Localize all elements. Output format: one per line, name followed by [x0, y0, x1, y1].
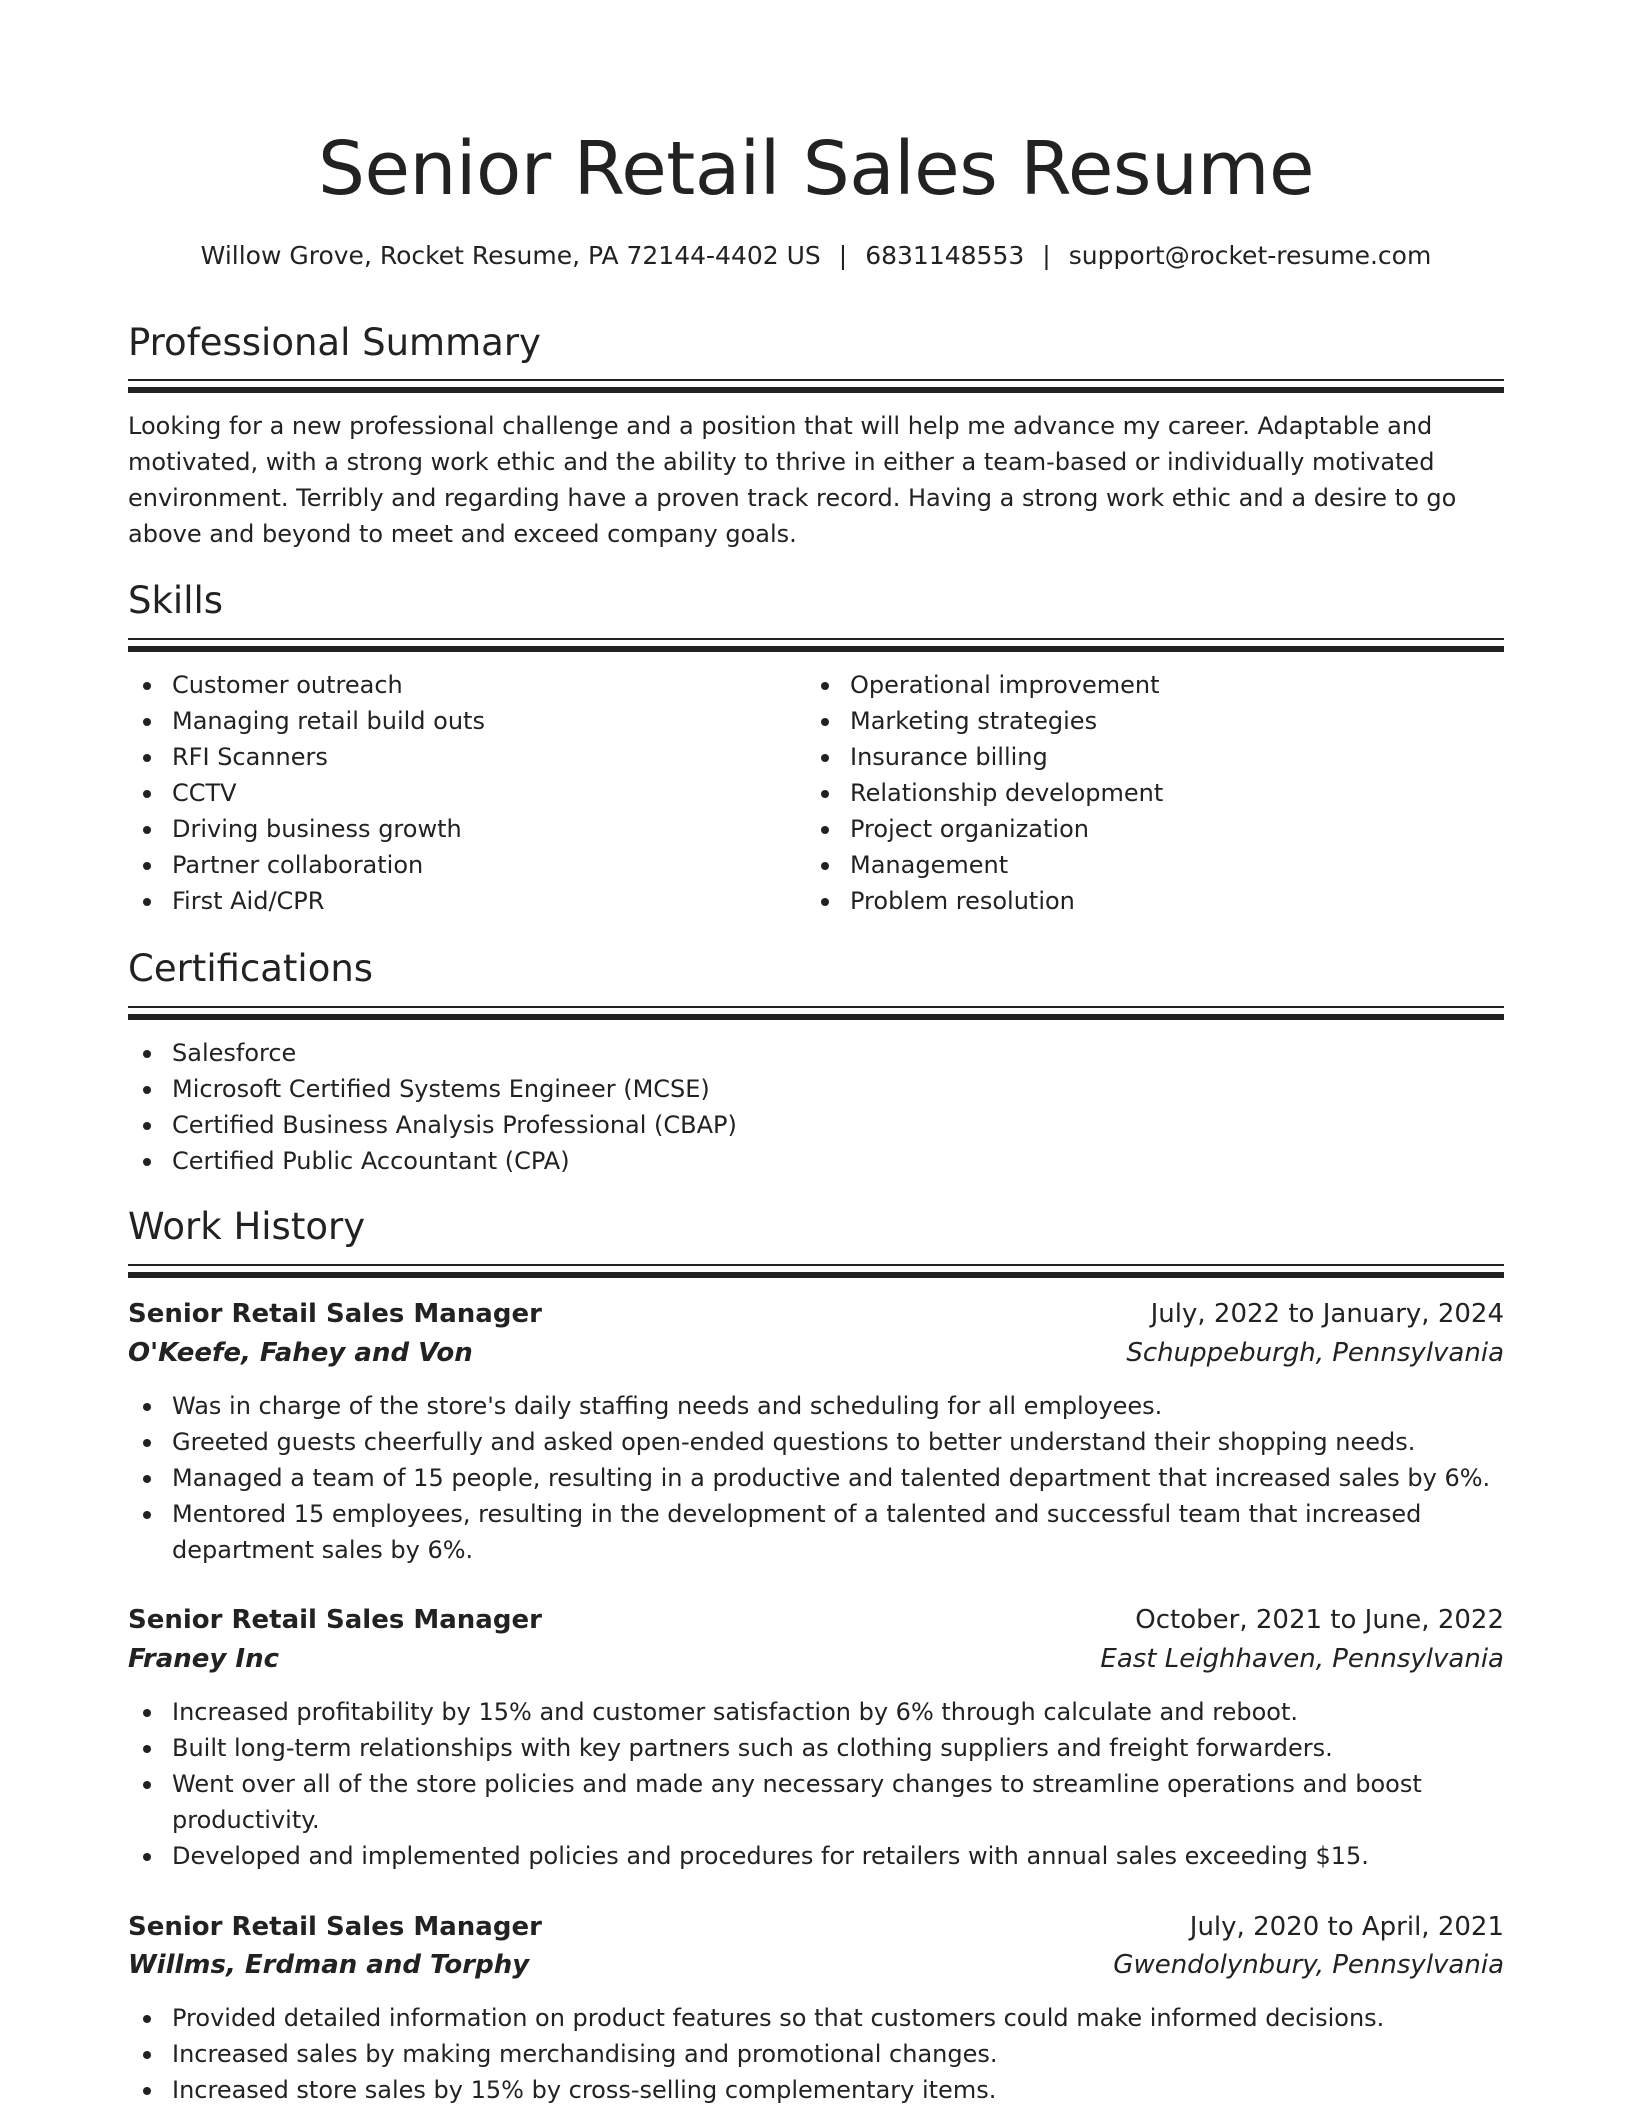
- skill-item: Driving business growth: [172, 811, 804, 847]
- job-header: [128, 1908, 1504, 1946]
- certification-item: Salesforce: [172, 1035, 1504, 1071]
- job-location: Gwendolynbury, Pennsylvania: [1113, 1950, 1504, 1980]
- section-divider: [128, 1264, 1504, 1278]
- contact-address: Willow Grove, Rocket Resume, PA 72144-4402 US: [200, 241, 821, 270]
- job-bullet: Increased sales by making merchandising and promotional changes.: [172, 2036, 1504, 2072]
- job-bullet-list: [128, 1694, 1504, 1874]
- skill-item: Operational improvement: [850, 667, 1504, 703]
- job-bullet: Increased store sales by 15% by cross-selling complementary items.: [172, 2072, 1504, 2108]
- job-title: Senior Retail Sales Manager: [128, 1605, 542, 1635]
- skills-heading: Skills: [128, 579, 224, 622]
- job-subheader: [128, 1640, 1504, 1678]
- summary-heading: Professional Summary: [128, 321, 541, 364]
- section-divider: [128, 379, 1504, 393]
- work-history-heading: Work History: [128, 1205, 366, 1248]
- contact-separator: |: [838, 241, 848, 270]
- job-subheader: [128, 1334, 1504, 1372]
- job-bullet: Was in charge of the store's daily staffing needs and scheduling for all employees.: [172, 1388, 1504, 1424]
- job-bullet: Built long-term relationships with key partners such as clothing suppliers and freight forwarders.: [172, 1730, 1504, 1766]
- skill-item: Managing retail build outs: [172, 703, 804, 739]
- skill-item: Partner collaboration: [172, 847, 804, 883]
- job-company: Franey Inc: [128, 1644, 280, 1674]
- certification-item: Microsoft Certified Systems Engineer (MCSE): [172, 1071, 1504, 1107]
- job-title: Senior Retail Sales Manager: [128, 1912, 542, 1942]
- job-bullet: Increased profitability by 15% and customer satisfaction by 6% through calculate and reboot.: [172, 1694, 1504, 1730]
- job-bullet: Mentored 15 employees, resulting in the development of a talented and successful team that increased department sales by 6%.: [172, 1496, 1504, 1568]
- contact-phone: 6831148553: [865, 241, 1025, 270]
- job-dates: October, 2021 to June, 2022: [1135, 1605, 1504, 1635]
- skill-item: RFI Scanners: [172, 739, 804, 775]
- certification-item: Certified Business Analysis Professional (CBAP): [172, 1107, 1504, 1143]
- skill-item: Management: [850, 847, 1504, 883]
- certifications-list: [128, 1035, 1504, 1179]
- skill-item: CCTV: [172, 775, 804, 811]
- skill-item: Customer outreach: [172, 667, 804, 703]
- job-company: O'Keefe, Fahey and Von: [128, 1338, 473, 1368]
- certifications-heading: Certifications: [128, 947, 374, 990]
- job-bullet: Greeted guests cheerfully and asked open-ended questions to better understand their shopping needs.: [172, 1424, 1504, 1460]
- resume-title: Senior Retail Sales Resume: [318, 126, 1314, 212]
- job-subheader: [128, 1946, 1504, 1984]
- contact-email: support@rocket-resume.com: [1068, 241, 1432, 270]
- job-header: [128, 1295, 1504, 1333]
- job-bullet: Went over all of the store policies and made any necessary changes to streamline operations and boost productivity.: [172, 1766, 1504, 1838]
- skill-item: Problem resolution: [850, 883, 1504, 919]
- skill-item: Relationship development: [850, 775, 1504, 811]
- summary-text: Looking for a new professional challenge and a position that will help me advance my career. Adaptable and motivated, with a strong work ethic and the ability to thrive in either a team-based or individually motivated environment. Terribly and regarding have a proven track record. Having a strong work ethic and a desire to go above and beyond to meet and exceed company goals.: [128, 412, 1457, 548]
- skills-list-left: [128, 667, 804, 919]
- skill-item: Project organization: [850, 811, 1504, 847]
- job-bullet: Managed a team of 15 people, resulting in a productive and talented department that increased sales by 6%.: [172, 1460, 1504, 1496]
- job-dates: July, 2020 to April, 2021: [1189, 1912, 1504, 1942]
- job-bullet: Provided detailed information on product features so that customers could make informed decisions.: [172, 2000, 1504, 2036]
- job-bullet-list: [128, 2000, 1504, 2108]
- job-header: [128, 1601, 1504, 1639]
- job-bullet-list: [128, 1388, 1504, 1568]
- job-bullet: Developed and implemented policies and procedures for retailers with annual sales exceeding $15.: [172, 1838, 1504, 1874]
- certification-item: Certified Public Accountant (CPA): [172, 1143, 1504, 1179]
- contact-separator: |: [1042, 241, 1051, 270]
- skill-item: Marketing strategies: [850, 703, 1504, 739]
- job-title: Senior Retail Sales Manager: [128, 1299, 542, 1329]
- skill-item: Insurance billing: [850, 739, 1504, 775]
- job-location: Schuppeburgh, Pennsylvania: [1126, 1338, 1504, 1368]
- section-divider: [128, 638, 1504, 652]
- section-divider: [128, 1006, 1504, 1020]
- contact-line: [128, 238, 1504, 274]
- job-dates: July, 2022 to January, 2024: [1150, 1299, 1504, 1329]
- skill-item: First Aid/CPR: [172, 883, 804, 919]
- skills-list-right: [806, 667, 1504, 919]
- job-location: East Leighhaven, Pennsylvania: [1100, 1644, 1504, 1674]
- job-company: Willms, Erdman and Torphy: [128, 1950, 530, 1980]
